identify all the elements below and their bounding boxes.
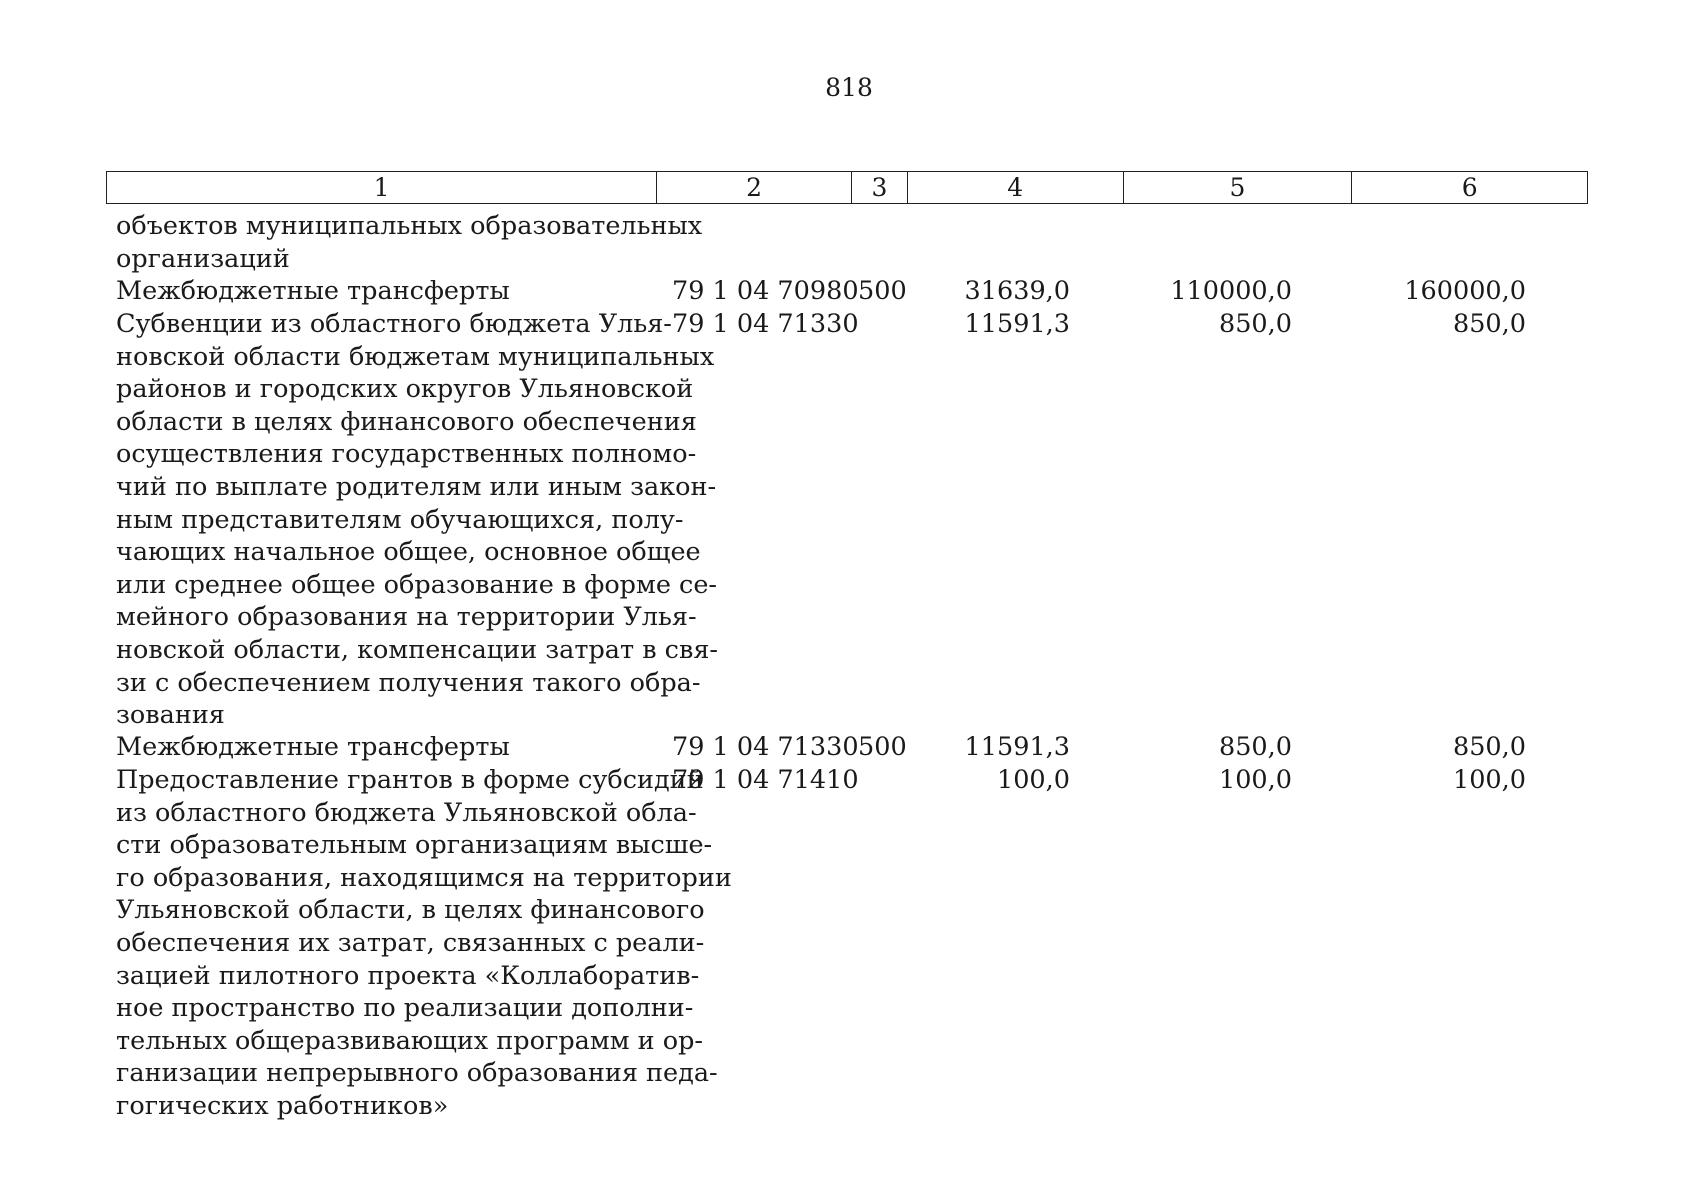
row-description bbox=[116, 275, 646, 308]
header-col-2: 2 bbox=[657, 172, 852, 203]
description-line: из областного бюджета Ульяновской обла- bbox=[116, 797, 697, 828]
description-line: го образования, находящимся на территории bbox=[116, 862, 732, 893]
description-line: зования bbox=[116, 700, 225, 731]
description-line: зи с обеспечением получения такого обра- bbox=[116, 667, 701, 698]
row-value-5: 850,0 bbox=[1218, 732, 1292, 762]
row-value-5: 110000,0 bbox=[1170, 276, 1292, 306]
description-line: зацией пилотного проекта «Коллаборатив- bbox=[116, 960, 700, 991]
description-line: тельных общеразвивающих программ и ор- bbox=[116, 1025, 704, 1056]
row-description bbox=[116, 764, 732, 1123]
row-value-6: 100,0 bbox=[1452, 765, 1526, 795]
row-value-4: 11591,3 bbox=[964, 732, 1070, 762]
row-value-6: 850,0 bbox=[1452, 309, 1526, 339]
description-line: новской области, компенсации затрат в свя- bbox=[116, 634, 719, 665]
description-line: ным представителям обучающихся, полу- bbox=[116, 504, 684, 535]
description-line: сти образовательным организациям высше- bbox=[116, 830, 713, 861]
row-description bbox=[116, 308, 719, 732]
row-value-4: 11591,3 bbox=[964, 309, 1070, 339]
description-line: Ульяновской области, в целях финансового bbox=[116, 895, 705, 926]
row-code: 79 1 04 71330 bbox=[672, 732, 859, 762]
header-col-1: 1 bbox=[107, 172, 657, 203]
row-value-4: 100,0 bbox=[996, 765, 1070, 795]
description-line: области в целях финансового обеспечения bbox=[116, 406, 697, 437]
row-value-6: 850,0 bbox=[1452, 732, 1526, 762]
description-line: чающих начальное общее, основное общее bbox=[116, 537, 701, 568]
header-col-3: 3 bbox=[852, 172, 908, 203]
header-col-4: 4 bbox=[908, 172, 1124, 203]
row-value-5: 100,0 bbox=[1218, 765, 1292, 795]
description-line: чий по выплате родителям или иным закон- bbox=[116, 471, 717, 502]
description-line: гогических работников» bbox=[116, 1090, 449, 1121]
description-line: мейного образования на территории Улья- bbox=[116, 602, 697, 633]
row-code: 79 1 04 71330 bbox=[672, 309, 859, 339]
description-line: Межбюджетные трансферты bbox=[116, 276, 510, 306]
description-line: ное пространство по реализации дополни- bbox=[116, 993, 694, 1024]
header-col-5: 5 bbox=[1124, 172, 1353, 203]
description-line: Межбюджетные трансферты bbox=[116, 732, 510, 762]
row-code: 79 1 04 70980 bbox=[672, 276, 859, 306]
table-header bbox=[106, 171, 1588, 204]
description-line: организаций bbox=[116, 243, 290, 274]
header-col-6: 6 bbox=[1461, 173, 1478, 202]
page-number: 818 bbox=[825, 73, 873, 102]
description-line: объектов муниципальных образовательных bbox=[116, 211, 703, 241]
row-type: 500 bbox=[858, 732, 907, 762]
description-line: районов и городских округов Ульяновской bbox=[116, 374, 694, 405]
row-value-5: 850,0 bbox=[1218, 309, 1292, 339]
row-description bbox=[116, 210, 703, 275]
description-line: Субвенции из областного бюджета Улья- bbox=[116, 309, 672, 339]
description-line: обеспечения их затрат, связанных с реали- bbox=[116, 927, 705, 958]
description-line: Предоставление грантов в форме субсидий bbox=[116, 765, 704, 795]
description-line: или среднее общее образование в форме се- bbox=[116, 569, 718, 600]
description-line: ганизации непрерывного образования педа- bbox=[116, 1058, 718, 1089]
row-value-4: 31639,0 bbox=[964, 276, 1070, 306]
row-code: 79 1 04 71410 bbox=[672, 765, 859, 795]
row-value-6: 160000,0 bbox=[1404, 276, 1526, 306]
row-type: 500 bbox=[858, 276, 907, 306]
description-line: новской области бюджетам муниципальных bbox=[116, 341, 715, 372]
description-line: осуществления государственных полномо- bbox=[116, 439, 697, 470]
row-description bbox=[116, 731, 646, 764]
